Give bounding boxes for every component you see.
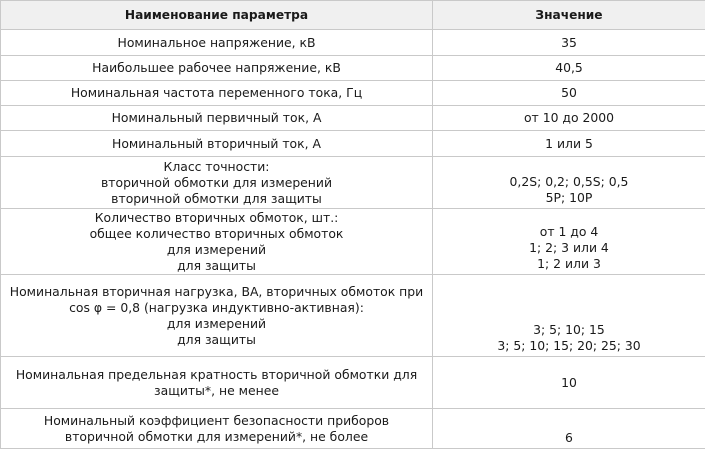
param-value-primary-current: от 10 до 2000: [433, 106, 705, 131]
param-name-safety-factor: [1, 409, 433, 449]
table-row: [1, 81, 705, 106]
table-row: [1, 56, 705, 81]
secondary-load-value-protection: 3; 5; 10; 15; 20; 25; 30: [437, 338, 701, 354]
accuracy-class-measuring: вторичной обмотки для измерений: [5, 175, 428, 191]
param-value-secondary-current: 1 или 5: [433, 131, 705, 157]
param-name-limit-multiplicity: [1, 357, 433, 409]
winding-count-measuring: для измерений: [5, 242, 428, 258]
param-value-frequency: 50: [433, 81, 705, 106]
table-row: [1, 30, 705, 56]
table-row: [1, 357, 705, 409]
accuracy-class-protection: вторичной обмотки для защиты: [5, 191, 428, 207]
table-row: [1, 209, 705, 275]
winding-value-protection: 1; 2 или 3: [437, 256, 701, 272]
param-value-winding-count: [433, 209, 705, 275]
secondary-load-protection: для защиты: [5, 332, 428, 348]
limit-multiplicity-line-2: защиты*, не менее: [5, 383, 428, 399]
winding-count-title: Количество вторичных обмоток, шт.:: [5, 210, 428, 226]
param-name-primary-current: Номинальный первичный ток, А: [1, 106, 433, 131]
header-value: Значение: [433, 1, 705, 30]
param-value-limit-multiplicity: 10: [433, 357, 705, 409]
param-name-max-voltage: Наибольшее рабочее напряжение, кВ: [1, 56, 433, 81]
safety-factor-line-2: вторичной обмотки для измерений*, не более: [5, 429, 428, 445]
winding-value-measuring: 1; 2; 3 или 4: [437, 240, 701, 256]
accuracy-value-protection: 5P; 10P: [437, 190, 701, 206]
accuracy-class-title: Класс точности:: [5, 159, 428, 175]
table-row: [1, 157, 705, 209]
param-value-safety-factor: 6: [433, 409, 705, 449]
accuracy-value-measuring: 0,2S; 0,2; 0,5S; 0,5: [437, 174, 701, 190]
param-name-rated-voltage: Номинальное напряжение, кВ: [1, 30, 433, 56]
param-value-rated-voltage: 35: [433, 30, 705, 56]
param-value-accuracy-class: [433, 157, 705, 209]
secondary-load-cos: cos φ = 0,8 (нагрузка индуктивно-активная):: [5, 300, 428, 316]
table-row: [1, 275, 705, 357]
table-header-row: [1, 1, 705, 30]
table-row: [1, 106, 705, 131]
param-name-accuracy-class: [1, 157, 433, 209]
header-parameter-name: Наименование параметра: [1, 1, 433, 30]
secondary-load-value-measuring: 3; 5; 10; 15: [437, 322, 701, 338]
param-name-secondary-load: [1, 275, 433, 357]
param-value-secondary-load: [433, 275, 705, 357]
safety-factor-line-1: Номинальный коэффициент безопасности приборов: [5, 413, 428, 429]
param-name-secondary-current: Номинальный вторичный ток, А: [1, 131, 433, 157]
winding-count-protection: для защиты: [5, 258, 428, 274]
limit-multiplicity-line-1: Номинальная предельная кратность вторичной обмотки для: [5, 367, 428, 383]
secondary-load-title: Номинальная вторичная нагрузка, ВА, вторичных обмоток при: [5, 284, 428, 300]
winding-value-total: от 1 до 4: [437, 224, 701, 240]
param-name-winding-count: [1, 209, 433, 275]
table-row: [1, 131, 705, 157]
param-name-frequency: Номинальная частота переменного тока, Гц: [1, 81, 433, 106]
table-row: [1, 409, 705, 449]
winding-count-total: общее количество вторичных обмоток: [5, 226, 428, 242]
param-value-max-voltage: 40,5: [433, 56, 705, 81]
secondary-load-measuring: для измерений: [5, 316, 428, 332]
